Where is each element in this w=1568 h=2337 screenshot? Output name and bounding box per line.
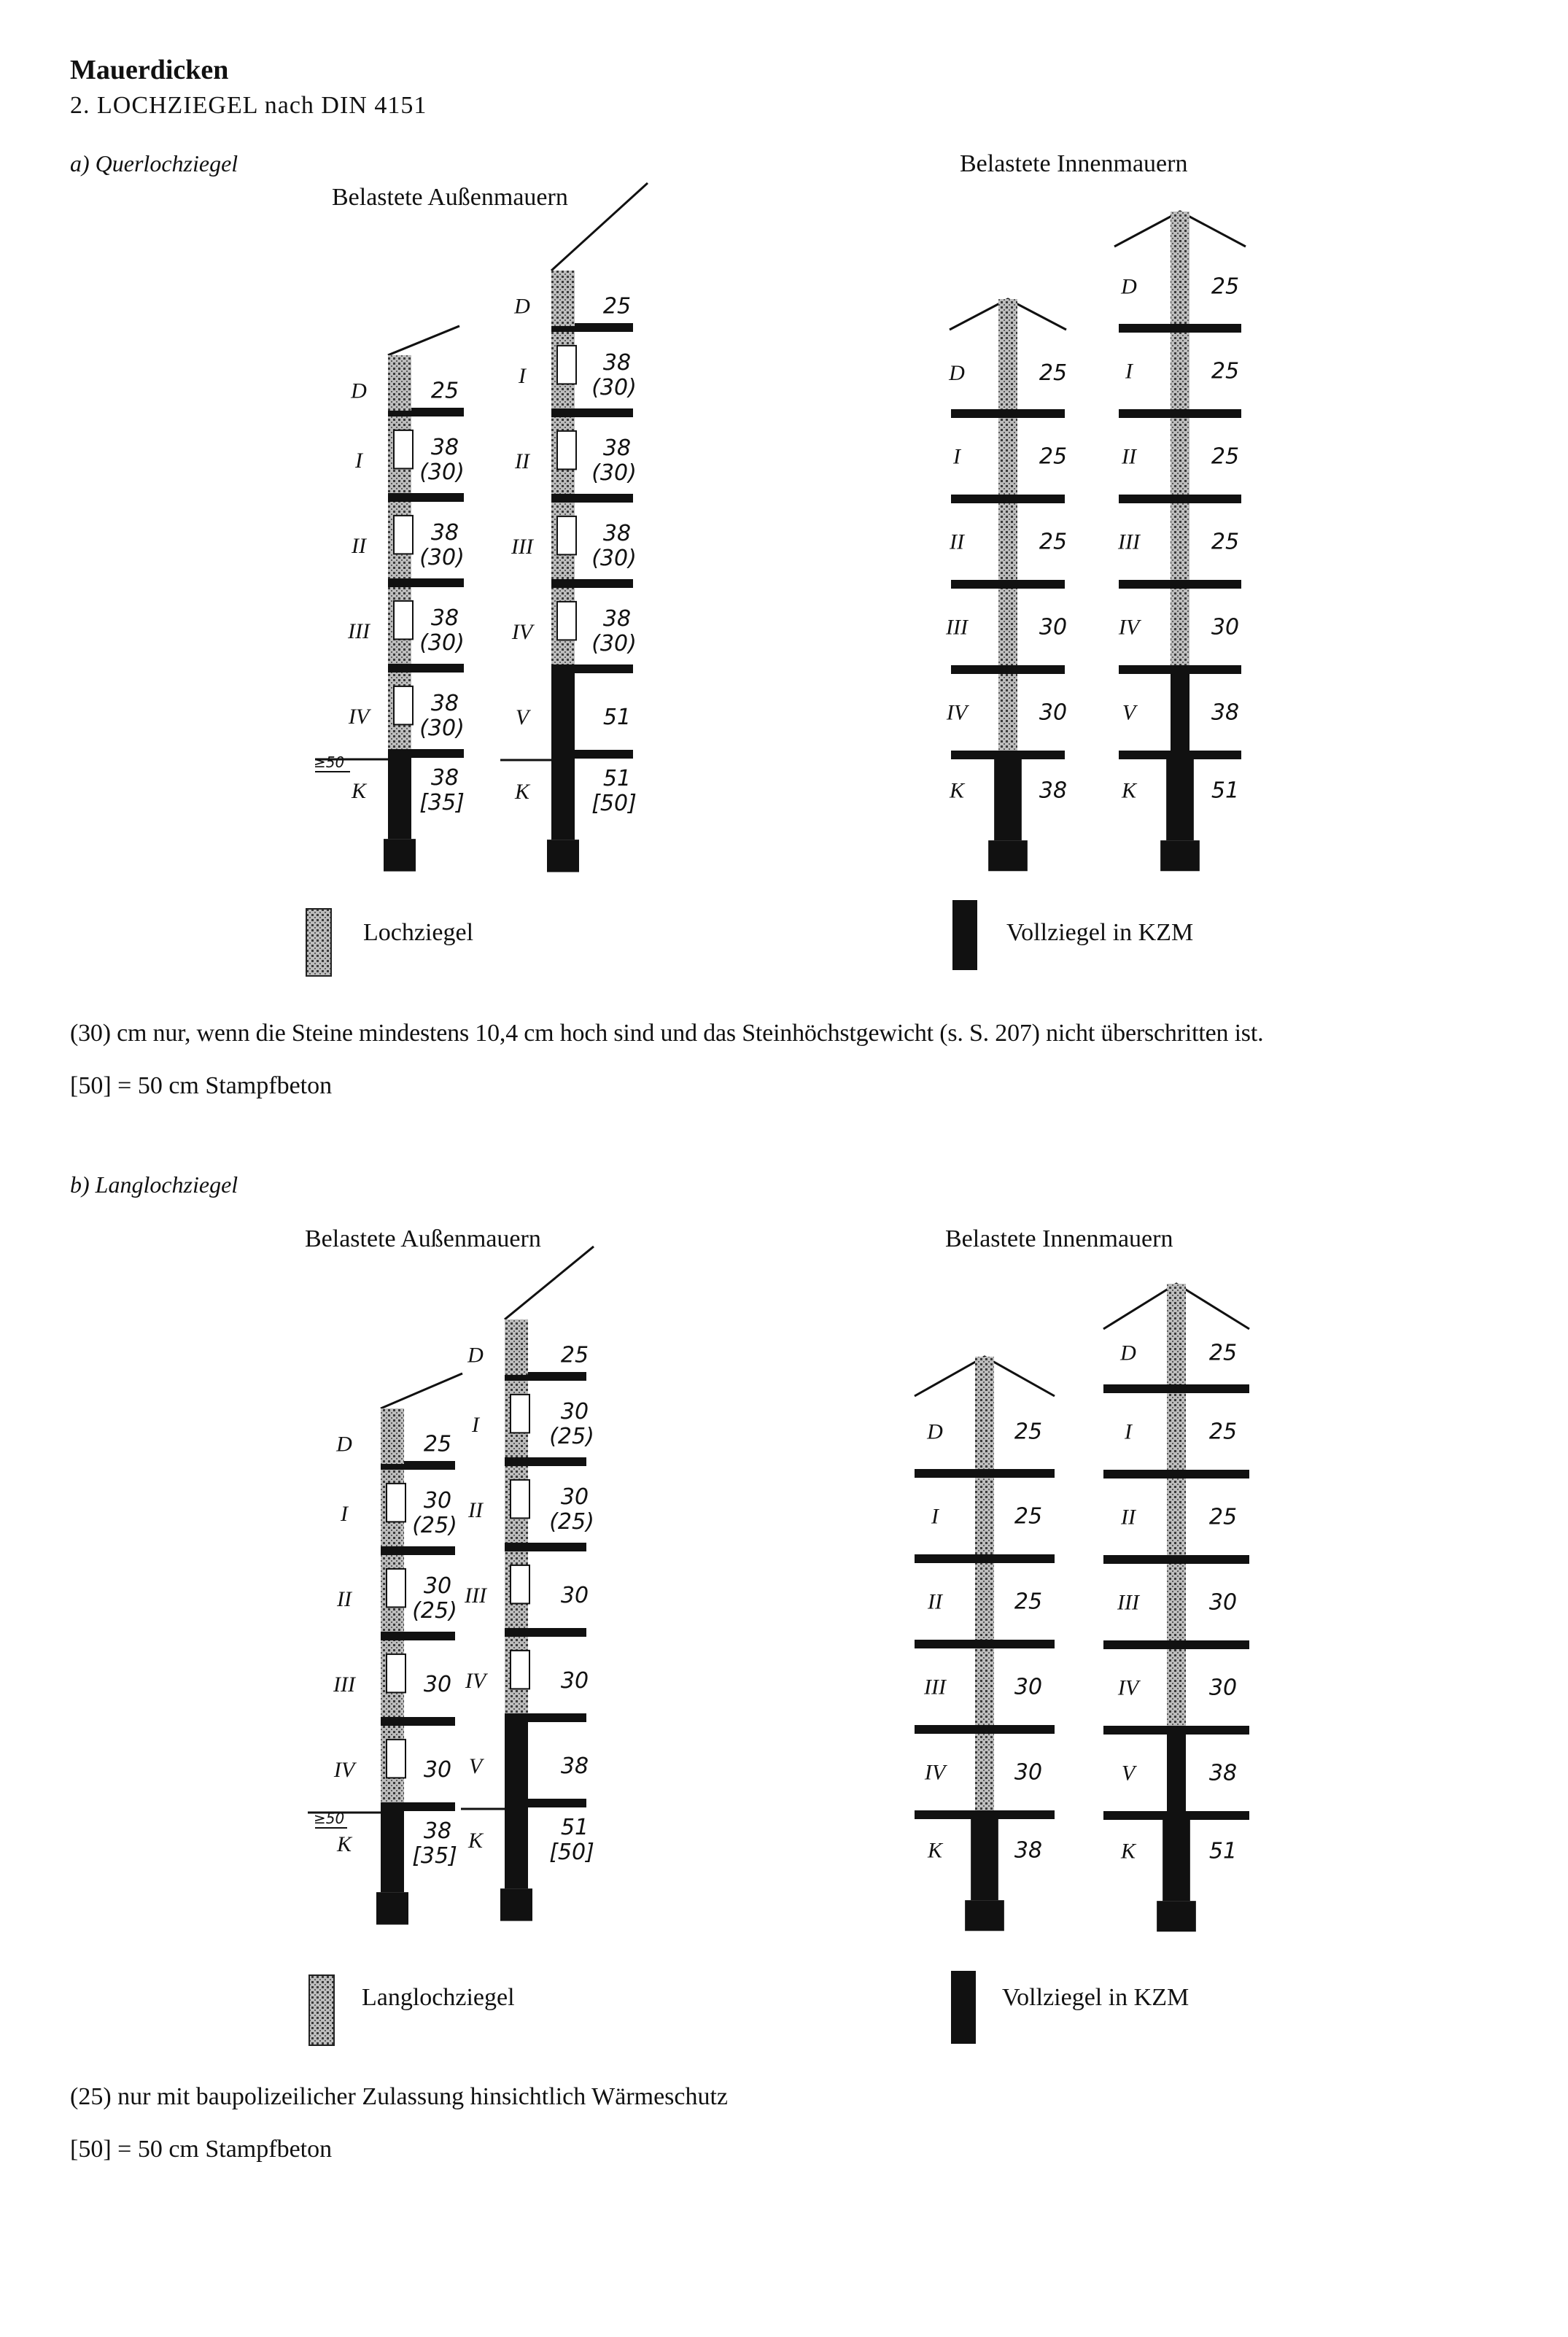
b-inner-2-thickness-1: 25 [1208,1419,1238,1445]
b-outer-2-floor-label-K: K [467,1828,484,1853]
a-outer-1-thickness-1: 38 [430,435,459,461]
b-outer-2-window-1 [511,1395,529,1433]
page-subtitle: 2. LOCHZIEGEL nach DIN 4151 [70,92,427,119]
a-inner-1-slab-3 [951,665,1065,674]
b-inner-1-thickness-4: 30 [1014,1759,1043,1786]
b-inner-1-footing [965,1900,1004,1931]
a-inner-1-thickness-0: 25 [1039,360,1068,387]
a-inner-2-floor-label-V: V [1122,700,1136,725]
b-inner-1-segment-1 [975,1478,994,1557]
a-outer-2-roof-line [551,183,648,271]
b-outer-1-window-2 [387,1569,405,1608]
section-b-label: b) Langlochziegel [70,1171,238,1198]
a-outer-1-slab-1 [388,493,464,502]
b-outer-2-floor-label-II: II [468,1498,483,1523]
b-inner-1-segment-4 [975,1734,994,1813]
b-outer-1-roof-line [381,1373,462,1408]
b-outer-1-window-3 [387,1654,405,1693]
section-a-label: a) Querlochziegel [70,150,238,177]
b-outer-1-thickness-alt-2: (25) [412,1598,457,1624]
a-outer-2-slab-5 [551,750,633,759]
section-b-note-1: (25) nur mit baupolizeilicher Zulassung hinsichtlich Wärmeschutz [70,2083,729,2110]
a-outer-2-thickness-5: 51 [602,705,632,731]
b-inner-1-slab-1 [915,1554,1055,1563]
b-outer-1-floor-label-I: I [341,1502,348,1527]
section-a-legend-solid-label: Vollziegel in KZM [1006,919,1194,946]
a-inner-2-thickness-1: 25 [1211,358,1240,384]
b-inner-2-segment-2 [1167,1478,1186,1558]
a-outer-2-window-3 [557,516,576,555]
b-outer-2-thickness-2: 30 [560,1484,589,1511]
a-outer-1-roof-line [388,326,459,355]
a-outer-1-window-2 [394,516,413,554]
a-inner-2-slab-5 [1119,751,1241,759]
a-inner-1-segment-3 [998,589,1017,668]
a-inner-1-footing [988,840,1028,871]
b-outer-1-floor-label-D: D [336,1432,352,1457]
a-outer-1-segment-0 [388,355,411,411]
b-inner-1-slab-3 [915,1725,1055,1734]
a-inner-1-floor-label-D: D [949,361,965,386]
b-outer-2-thickness-1: 30 [560,1399,589,1425]
a-outer-1-floor-label-D: D [351,379,367,403]
a-outer-2-thickness-3: 38 [602,521,632,547]
a-inner-1-thickness-4: 30 [1039,699,1068,726]
a-outer-1-basement [388,758,411,839]
b-inner-1-thickness-1: 25 [1014,1503,1043,1530]
a-outer-2-thickness-0: 25 [602,293,632,319]
a-inner-2-thickness-0: 25 [1211,274,1240,300]
section-b-outer-heading: Belastete Außenmauern [305,1225,541,1252]
b-inner-2-slab-5 [1103,1811,1249,1820]
section-a-note-1: (30) cm nur, wenn die Steine mindestens 10,4 cm hoch sind und das Steinhöchstgewicht (s. S. 207) nicht überschritten ist. [70,1020,1264,1047]
a-inner-2-thickness-2: 25 [1211,443,1240,470]
a-inner-2-slab-1 [1119,409,1241,418]
a-inner-2-segment-5 [1171,674,1189,753]
b-inner-2-segment-5 [1167,1735,1186,1814]
legend-lochziegel-swatch [306,909,331,976]
b-outer-2-floor-label-I: I [472,1413,479,1438]
section-b-legend-hollow-label: Langlochziegel [362,1984,515,2011]
b-outer-1-thickness-alt-1: (25) [412,1513,457,1539]
b-outer-2-thickness-alt-2: (25) [549,1509,594,1535]
section-b-note-2: [50] = 50 cm Stampfbeton [70,2136,333,2163]
a-inner-1-segment-1 [998,418,1017,497]
a-outer-1-floor-label-I: I [355,449,362,473]
b-outer-1-slab-2 [381,1632,455,1640]
b-inner-2-slab-1 [1103,1470,1249,1478]
a-inner-1-thickness-2: 25 [1039,529,1068,555]
a-inner-2-segment-4 [1171,589,1189,668]
a-inner-2-thickness-basement: 51 [1211,778,1240,804]
b-inner-1-slab-2 [915,1640,1055,1648]
b-outer-2-slab-5 [505,1799,586,1807]
b-outer-1-footing [376,1892,408,1924]
a-outer-2-segment-0 [551,271,575,326]
a-inner-2-basement [1166,759,1194,840]
b-outer-2-slab-1 [505,1457,586,1466]
a-outer-2-slab-4 [551,664,633,673]
a-outer-1-floor-label-II: II [352,534,366,559]
b-inner-1-floor-label-K: K [927,1838,943,1863]
a-inner-1-floor-label-IV: IV [946,700,968,725]
legend-langlochziegel-swatch [309,1975,334,2045]
section-a-note-2: [50] = 50 cm Stampfbeton [70,1072,333,1099]
a-outer-2-basement [551,759,575,840]
b-outer-2-window-4 [511,1651,529,1689]
a-outer-2-footing [547,840,579,872]
b-outer-2-thickness-0: 25 [560,1342,589,1368]
a-outer-2-floor-label-I: I [519,364,526,389]
b-outer-2-slab-3 [505,1628,586,1637]
a-inner-1-slab-1 [951,495,1065,503]
b-outer-1-slab-3 [381,1717,455,1726]
a-outer-1-thickness-5: 38 [430,764,459,791]
a-outer-1-thickness-alt-1: (30) [419,460,465,486]
b-inner-1-segment-0 [975,1357,994,1472]
a-outer-1-window-4 [394,686,413,725]
b-inner-1-floor-label-D: D [927,1419,943,1444]
b-outer-2-slab-2 [505,1543,586,1551]
b-inner-1-floor-label-III: III [924,1675,946,1700]
b-outer-2-floor-label-D: D [467,1343,484,1368]
a-inner-1-floor-label-III: III [946,615,968,640]
a-inner-2-segment-3 [1171,503,1189,583]
b-outer-1-thickness-alt-5: [35] [412,1842,457,1869]
a-inner-1-segment-4 [998,674,1017,753]
a-inner-2-slab-4 [1119,665,1241,674]
b-outer-1-slab-1 [381,1546,455,1555]
b-inner-2-thickness-4: 30 [1208,1675,1238,1701]
a-outer-2-thickness-2: 38 [602,435,632,462]
a-inner-1-segment-0 [998,299,1017,412]
a-outer-2-floor-label-III: III [511,535,533,559]
b-outer-2-slab-4 [505,1713,586,1722]
a-outer-2-thickness-alt-2: (30) [591,460,637,487]
b-outer-1-floor-label-K: K [336,1832,352,1856]
b-inner-2-footing [1157,1901,1196,1931]
a-inner-1-thickness-1: 25 [1039,443,1068,470]
b-outer-1-thickness-0: 25 [423,1431,452,1457]
b-inner-2-slab-4 [1103,1726,1249,1735]
b-inner-2-floor-label-IV: IV [1117,1675,1139,1700]
a-inner-2-segment-0 [1171,212,1189,327]
b-outer-1-basement [381,1811,404,1892]
a-outer-2-window-1 [557,346,576,384]
b-outer-1-floor-label-II: II [337,1587,352,1612]
a-inner-2-floor-label-II: II [1122,444,1136,469]
a-outer-2-slab-1 [551,408,633,417]
a-outer-2-window-2 [557,431,576,470]
a-inner-2-thickness-4: 30 [1211,614,1240,640]
b-outer-2-window-2 [511,1480,529,1518]
a-inner-2-floor-label-III: III [1118,530,1140,554]
b-inner-1-slab-4 [915,1810,1055,1819]
page-title: Mauerdicken [70,55,229,85]
a-inner-2-thickness-5: 38 [1211,699,1240,726]
a-outer-1-footing [384,839,416,871]
b-outer-2-footing [500,1888,532,1921]
b-outer-2-thickness-alt-6: [50] [549,1839,594,1865]
a-inner-1-slab-0 [951,409,1065,418]
a-inner-2-floor-label-K: K [1121,778,1137,803]
b-inner-2-thickness-5: 38 [1208,1760,1238,1786]
a-outer-1-thickness-alt-3: (30) [419,630,465,656]
b-outer-2-floor-label-IV: IV [465,1669,486,1694]
a-outer-1-dimension-label: ≥50 [314,753,345,771]
b-inner-2-thickness-basement: 51 [1208,1838,1238,1864]
section-b-legend-solid-label: Vollziegel in KZM [1002,1984,1189,2011]
b-inner-1-floor-label-I: I [931,1504,939,1529]
b-inner-1-thickness-0: 25 [1014,1419,1043,1445]
a-outer-1-slab-3 [388,664,464,673]
a-outer-2-floor-label-II: II [515,449,529,474]
a-outer-2-window-4 [557,602,576,640]
b-inner-2-floor-label-III: III [1117,1590,1139,1615]
b-outer-1-thickness-3: 30 [423,1672,452,1698]
a-outer-2-floor-label-IV: IV [511,620,533,645]
a-outer-1-thickness-alt-2: (30) [419,545,465,571]
a-inner-2-slab-0 [1119,324,1241,333]
a-outer-1-thickness-alt-5: [35] [419,789,465,815]
a-inner-1-thickness-basement: 38 [1039,778,1068,804]
section-a-inner-heading: Belastete Innenmauern [960,150,1188,177]
b-inner-2-segment-3 [1167,1564,1186,1643]
a-inner-2-segment-2 [1171,418,1189,497]
a-inner-1-slab-4 [951,751,1065,759]
b-outer-1-thickness-4: 30 [423,1757,452,1783]
a-outer-2-thickness-4: 38 [602,606,632,632]
b-inner-2-floor-label-V: V [1121,1761,1136,1786]
a-inner-2-slab-2 [1119,495,1241,503]
a-outer-2-segment-solid-5 [551,673,575,750]
b-inner-2-floor-label-D: D [1120,1341,1136,1365]
b-inner-2-segment-4 [1167,1649,1186,1729]
a-outer-2-floor-label-K: K [514,779,530,804]
a-inner-1-segment-2 [998,503,1017,583]
a-outer-1-thickness-alt-4: (30) [419,716,465,742]
a-inner-2-segment-1 [1171,333,1189,412]
a-outer-1-floor-label-III: III [348,619,370,644]
a-inner-2-slab-3 [1119,580,1241,589]
b-outer-2-thickness-6: 51 [560,1814,589,1840]
b-inner-2-thickness-0: 25 [1208,1340,1238,1366]
b-outer-2-basement [505,1807,528,1888]
b-outer-2-thickness-5: 38 [560,1753,589,1780]
a-outer-1-window-1 [394,430,413,469]
b-inner-2-thickness-2: 25 [1208,1504,1238,1530]
a-outer-2-thickness-1: 38 [602,350,632,376]
a-inner-2-floor-label-I: I [1125,359,1133,384]
b-outer-2-floor-label-V: V [468,1754,483,1779]
b-outer-1-slab-4 [381,1802,455,1811]
b-inner-1-segment-3 [975,1648,994,1728]
b-inner-1-thickness-3: 30 [1014,1674,1043,1700]
b-inner-1-thickness-2: 25 [1014,1589,1043,1615]
b-inner-2-floor-label-II: II [1121,1505,1136,1530]
a-inner-1-floor-label-II: II [950,530,964,554]
b-outer-1-thickness-2: 30 [423,1573,452,1600]
a-outer-1-slab-2 [388,578,464,587]
a-inner-2-floor-label-D: D [1121,274,1137,299]
b-inner-2-basement [1163,1820,1190,1901]
legend-vollziegel-swatch-b [951,1971,976,2044]
a-inner-1-floor-label-K: K [949,778,965,803]
b-inner-2-thickness-3: 30 [1208,1589,1238,1616]
b-outer-2-roof-line [505,1247,594,1319]
b-inner-1-floor-label-IV: IV [924,1760,946,1785]
a-outer-1-floor-label-K: K [351,778,367,803]
a-outer-1-slab-4 [388,749,464,758]
b-outer-2-thickness-3: 30 [560,1583,589,1609]
legend-vollziegel-swatch [952,900,977,970]
a-outer-2-thickness-6: 51 [602,765,632,791]
b-inner-2-segment-1 [1167,1393,1186,1473]
a-outer-1-thickness-4: 38 [430,691,459,717]
b-inner-2-slab-0 [1103,1384,1249,1393]
a-outer-2-thickness-alt-1: (30) [591,375,637,401]
b-inner-2-segment-0 [1167,1284,1186,1387]
b-outer-1-thickness-1: 30 [423,1488,452,1514]
b-inner-1-basement [971,1819,998,1900]
a-outer-2-thickness-alt-4: (30) [591,631,637,657]
a-outer-1-thickness-3: 38 [430,605,459,632]
b-outer-2-thickness-alt-1: (25) [549,1424,594,1450]
a-inner-1-slab-2 [951,580,1065,589]
b-inner-1-floor-label-II: II [928,1589,942,1614]
a-inner-2-thickness-3: 25 [1211,529,1240,555]
b-outer-1-window-4 [387,1740,405,1778]
a-outer-2-slab-3 [551,579,633,588]
a-outer-1-floor-label-IV: IV [348,705,370,729]
b-outer-1-floor-label-IV: IV [333,1758,355,1783]
a-outer-1-thickness-2: 38 [430,520,459,546]
section-a-legend-hollow-label: Lochziegel [363,919,474,946]
a-outer-2-floor-label-D: D [514,294,530,319]
a-outer-1-window-3 [394,601,413,640]
b-outer-2-thickness-4: 30 [560,1668,589,1694]
a-outer-2-slab-2 [551,494,633,503]
a-outer-2-thickness-alt-6: [50] [591,790,637,816]
section-b-inner-heading: Belastete Innenmauern [945,1225,1173,1252]
b-inner-2-slab-3 [1103,1640,1249,1649]
b-outer-1-thickness-5: 38 [423,1818,452,1844]
b-outer-2-segment-0 [505,1319,528,1375]
b-inner-1-slab-0 [915,1469,1055,1478]
a-outer-1-thickness-0: 25 [430,378,459,404]
b-inner-2-floor-label-K: K [1120,1839,1136,1864]
b-outer-2-window-3 [511,1565,529,1604]
b-inner-2-floor-label-I: I [1125,1419,1132,1444]
a-outer-2-thickness-alt-3: (30) [591,546,637,572]
b-inner-1-segment-2 [975,1563,994,1643]
b-outer-2-segment-solid-5 [505,1722,528,1799]
a-inner-1-floor-label-I: I [953,444,960,469]
a-inner-2-footing [1160,840,1200,871]
a-outer-2-floor-label-V: V [515,705,529,730]
b-outer-1-window-1 [387,1484,405,1522]
b-inner-1-thickness-basement: 38 [1014,1837,1043,1864]
b-outer-1-dimension-label: ≥50 [314,1810,345,1827]
b-outer-1-floor-label-III: III [333,1673,355,1697]
a-inner-1-basement [994,759,1022,840]
b-inner-2-slab-2 [1103,1555,1249,1564]
b-outer-2-floor-label-III: III [465,1584,486,1608]
b-outer-1-segment-0 [381,1408,404,1464]
section-a-outer-heading: Belastete Außenmauern [332,184,568,211]
a-inner-2-floor-label-IV: IV [1118,615,1140,640]
a-inner-1-thickness-3: 30 [1039,614,1068,640]
